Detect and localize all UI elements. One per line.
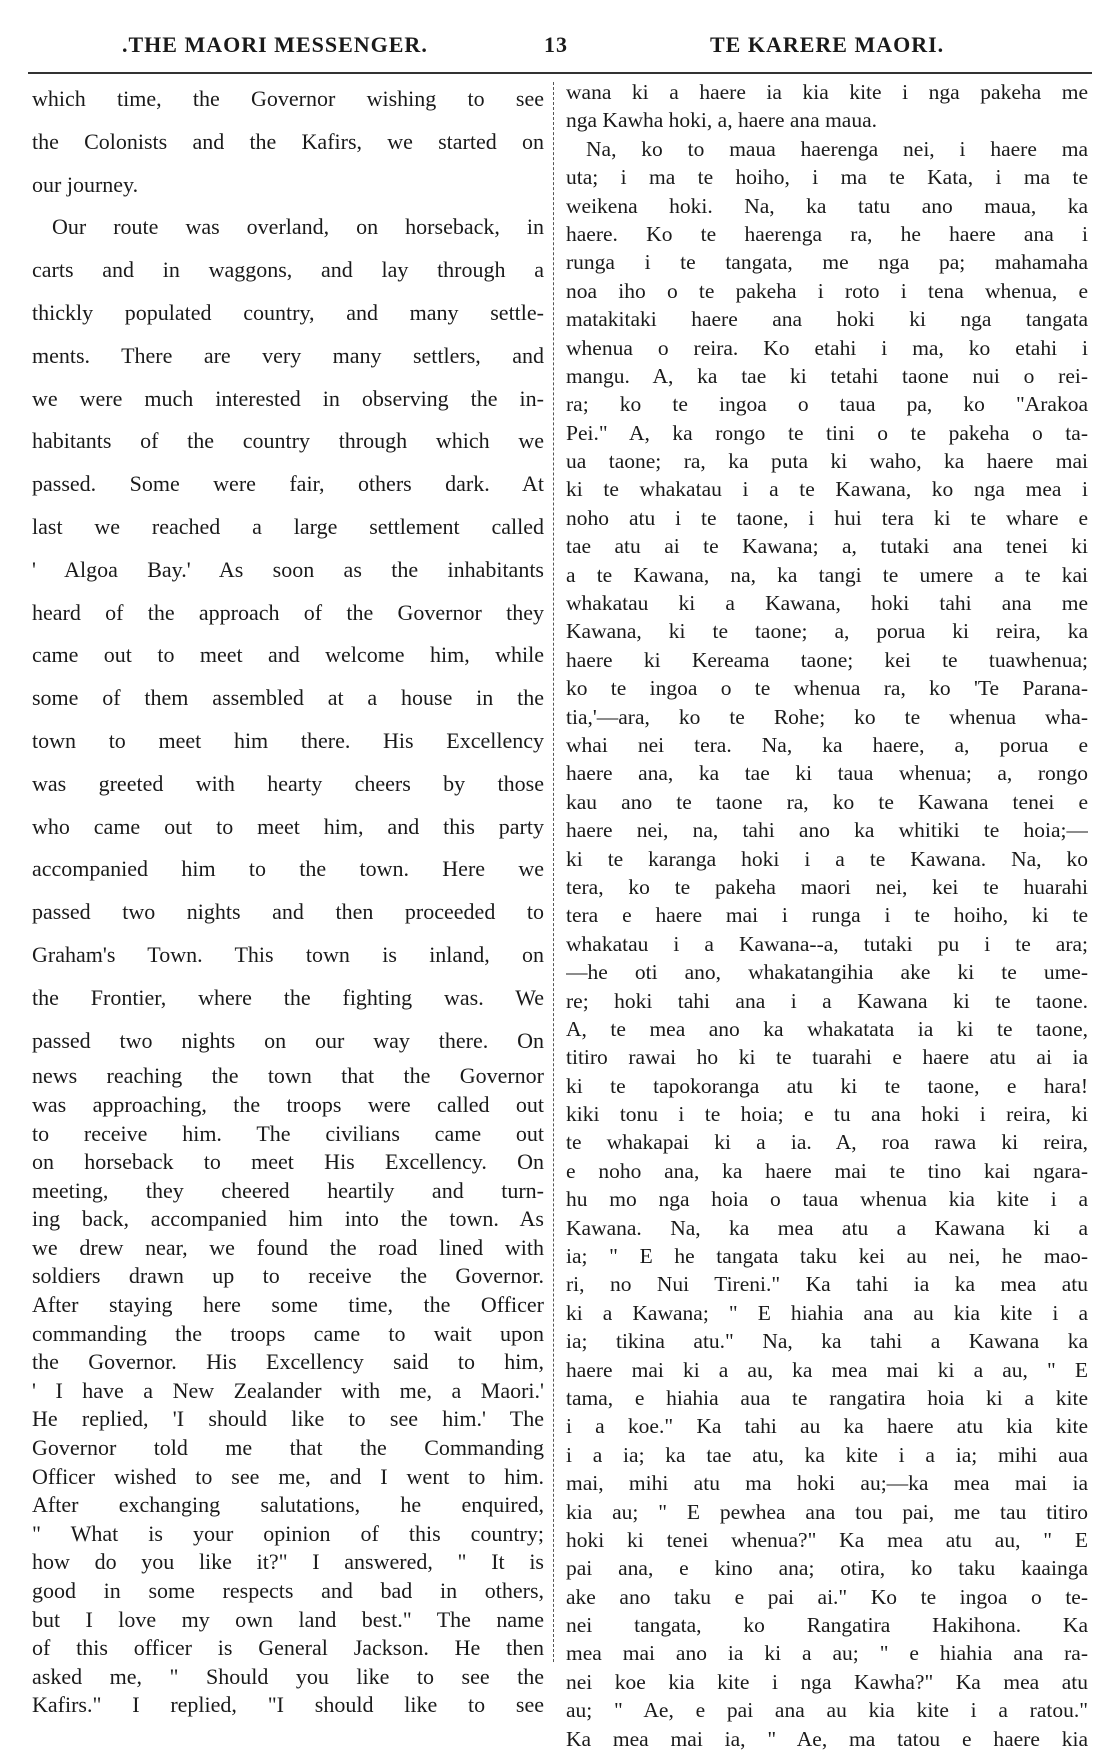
text-line: e noho ana, ka haere mai te tino kai ngara- bbox=[566, 1158, 1088, 1183]
text-line: Ka mea mai ia, " Ae, ma tatou e haere kia bbox=[566, 1726, 1088, 1751]
text-line: pai ana, e kino ana; otira, ko taku kaainga bbox=[566, 1556, 1088, 1581]
text-line: ra; ko te ingoa o taua pa, ko "Arakoa bbox=[566, 392, 1088, 417]
text-line: re; hoki tahi ana i a Kawana ki te taone. bbox=[566, 988, 1088, 1013]
page-number: 13 bbox=[544, 32, 568, 57]
text-line: ua taone; ra, ka puta ki waho, ka haere mai bbox=[566, 449, 1088, 474]
text-line: news reaching the town that the Governor bbox=[32, 1063, 544, 1089]
text-line: ia; tikina atu." Na, ka tahi a Kawana ka bbox=[566, 1329, 1088, 1354]
text-line: ake ano taku e pai ai." Ko te ingoa o te- bbox=[566, 1584, 1088, 1609]
text-line: accompanied him to the town. Here we bbox=[32, 856, 544, 882]
text-line: some of them assembled at a house in the bbox=[32, 685, 544, 711]
text-line: hoki ki tenei whenua?" Ka mea atu au, " E bbox=[566, 1527, 1088, 1552]
text-line: thickly populated country, and many settle- bbox=[32, 299, 544, 325]
text-line: haere ana, ka tae ki taua whenua; a, rongo bbox=[566, 761, 1088, 786]
text-line: uta; i ma te hoiho, i ma te Kata, i ma te bbox=[566, 165, 1088, 190]
text-line: ments. There are very many settlers, and bbox=[32, 342, 544, 368]
text-line: nei koe kia kite i nga Kawha?" Ka mea atu bbox=[566, 1669, 1088, 1694]
text-line: A, te mea ano ka whakatata ia ki te taone, bbox=[566, 1016, 1088, 1041]
text-line: haere mai ki a au, ka mea mai ki a au, " E bbox=[566, 1357, 1088, 1382]
text-line: noa iho o te pakeha i roto i tena whenua, e bbox=[566, 278, 1088, 303]
text-line: the Governor. His Excellency said to him, bbox=[32, 1349, 544, 1375]
english-column bbox=[32, 78, 544, 1720]
text-line: meeting, they cheered heartily and turn- bbox=[32, 1177, 544, 1203]
text-line: wana ki a haere ia kia kite i nga pakeha me bbox=[566, 80, 1088, 104]
text-line: good in some respects and bad in others, bbox=[32, 1578, 544, 1604]
text-line: last we reached a large settlement called bbox=[32, 513, 544, 539]
page-header bbox=[0, 32, 1114, 72]
text-line: passed two nights and then proceeded to bbox=[32, 899, 544, 925]
text-line: carts and in waggons, and lay through a bbox=[32, 257, 544, 283]
text-line: ing back, accompanied him into the town. As bbox=[32, 1206, 544, 1232]
text-line: noho atu i te taone, i hui tera ki te whare e bbox=[566, 505, 1088, 530]
text-line: i a koe." Ka tahi au ka haere atu kia kite bbox=[566, 1414, 1088, 1439]
text-line: nga Kawha hoki, a, haere ana maua. bbox=[566, 108, 878, 133]
text-line: " What is your opinion of this country; bbox=[32, 1520, 544, 1546]
text-line: Kawana, ki te taone; a, porua ki reira, ka bbox=[566, 619, 1088, 644]
text-line: ki a Kawana; " E hiahia ana au kia kite i a bbox=[566, 1300, 1088, 1325]
text-line: came out to meet and welcome him, while bbox=[32, 642, 544, 668]
text-line: te whakapai ki a ia. A, roa rawa ki reira, bbox=[566, 1130, 1088, 1155]
text-line: our journey. bbox=[32, 171, 139, 197]
text-line: kia au; " E pewhea ana tou pai, me tau titiro bbox=[566, 1499, 1088, 1524]
text-line: Officer wished to see me, and I went to him. bbox=[32, 1463, 544, 1489]
text-line: ki te karanga hoki i a te Kawana. Na, ko bbox=[566, 846, 1088, 871]
text-line: He replied, 'I should like to see him.' The bbox=[32, 1406, 544, 1432]
text-line: i a ia; ka tae atu, ka kite i a ia; mihi aua bbox=[566, 1442, 1088, 1467]
text-line: we drew near, we found the road lined with bbox=[32, 1234, 544, 1260]
text-line: nei tangata, ko Rangatira Hakihona. Ka bbox=[566, 1613, 1088, 1638]
text-line: Pei." A, ka rongo te tini o te pakeha o ta- bbox=[566, 420, 1088, 445]
text-line: whakatau ki a Kawana, hoki tahi ana me bbox=[566, 591, 1088, 616]
text-line: ko te ingoa o te whenua ra, ko 'Te Parana- bbox=[566, 676, 1088, 701]
header-rule bbox=[28, 72, 1092, 74]
text-line: how do you like it?" I answered, " It is bbox=[32, 1549, 544, 1575]
text-line: which time, the Governor wishing to see bbox=[32, 86, 544, 111]
text-line: whakatau i a Kawana--a, tutaki pu i te ara; bbox=[566, 931, 1088, 956]
text-line: passed. Some were fair, others dark. At bbox=[32, 471, 544, 497]
text-line: After staying here some time, the Officer bbox=[32, 1292, 544, 1318]
text-line: was greeted with hearty cheers by those bbox=[32, 770, 544, 796]
text-line: —he oti ano, whakatangihia ake ki te ume- bbox=[566, 960, 1088, 985]
column-divider bbox=[553, 82, 554, 1662]
text-line: commanding the troops came to wait upon bbox=[32, 1320, 544, 1346]
text-line: was approaching, the troops were called out bbox=[32, 1091, 544, 1117]
text-line: kiki tonu i te hoia; e tu ana hoki i reira, ki bbox=[566, 1102, 1088, 1127]
text-line: tama, e hiahia aua te rangatira hoia ki a kite bbox=[566, 1385, 1088, 1410]
text-line: a te Kawana, na, ka tangi te umere a te kai bbox=[566, 562, 1088, 587]
text-line: matakitaki haere ana hoki ki nga tangata bbox=[566, 307, 1088, 332]
text-line: Our route was overland, on horseback, in bbox=[52, 214, 544, 240]
text-line: soldiers drawn up to receive the Governor. bbox=[32, 1263, 544, 1289]
text-line: we were much interested in observing the in- bbox=[32, 385, 544, 411]
text-line: to receive him. The civilians came out bbox=[32, 1120, 544, 1146]
text-line: but I love my own land best." The name bbox=[32, 1606, 544, 1632]
text-line: weikena hoki. Na, ka tatu ano maua, ka bbox=[566, 193, 1088, 218]
text-line: who came out to meet him, and this party bbox=[32, 813, 544, 839]
maori-column bbox=[566, 78, 1088, 1753]
text-line: kau ano te taone ra, ko te Kawana tenei e bbox=[566, 789, 1088, 814]
text-line: of this officer is General Jackson. He then bbox=[32, 1635, 544, 1661]
text-line: town to meet him there. His Excellency bbox=[32, 727, 544, 753]
text-line: ki te whakatau i a te Kawana, ko nga mea i bbox=[566, 477, 1088, 502]
text-line: haere nei, na, tahi ano ka whitiki te hoia;— bbox=[566, 818, 1088, 843]
text-line: Kawana. Na, ka mea atu a Kawana ki a bbox=[566, 1215, 1088, 1240]
text-line: on horseback to meet His Excellency. On bbox=[32, 1149, 544, 1175]
english-masthead: .THE MAORI MESSENGER. bbox=[122, 32, 428, 57]
text-line: titiro rawai ho ki te tuarahi e haere atu ai ia bbox=[566, 1045, 1088, 1070]
text-line: tia,'—ara, ko te Rohe; ko te whenua wha- bbox=[566, 704, 1088, 729]
text-line: hu mo nga hoia o taua whenua kia kite i a bbox=[566, 1187, 1088, 1212]
text-line: ki te tapokoranga atu ki te taone, e hara! bbox=[566, 1073, 1088, 1098]
text-line: passed two nights on our way there. On bbox=[32, 1027, 544, 1053]
text-line: ' I have a New Zealander with me, a Maori.' bbox=[32, 1377, 544, 1403]
text-line: mea mai ano ia ki a au; " e hiahia ana ra- bbox=[566, 1641, 1088, 1666]
text-line: mangu. A, ka tae ki tetahi taone nui o rei- bbox=[566, 363, 1088, 388]
text-line: heard of the approach of the Governor they bbox=[32, 599, 544, 625]
text-line: Governor told me that the Commanding bbox=[32, 1435, 544, 1461]
text-line: asked me, " Should you like to see the bbox=[32, 1663, 544, 1689]
text-line: mai, mihi atu ma hoki au;—ka mea mai ia bbox=[566, 1471, 1088, 1496]
text-line: tera, ko te pakeha maori nei, kei te huarahi bbox=[566, 874, 1088, 899]
text-line: After exchanging salutations, he enquired, bbox=[32, 1492, 544, 1518]
text-line: haere ki Kereama taone; kei te tuawhenua; bbox=[566, 647, 1088, 672]
text-line: tera e haere mai i runga i te hoiho, ki te bbox=[566, 903, 1088, 928]
text-line: haere. Ko te haerenga ra, he haere ana i bbox=[566, 221, 1088, 246]
text-line: ' Algoa Bay.' As soon as the inhabitants bbox=[32, 556, 544, 582]
text-line: tae atu ai te Kawana; a, tutaki ana tenei ki bbox=[566, 534, 1088, 559]
text-line: runga i te tangata, me nga pa; mahamaha bbox=[566, 250, 1088, 275]
text-line: whai nei tera. Na, ka haere, a, porua e bbox=[566, 732, 1088, 757]
text-line: the Frontier, where the fighting was. We bbox=[32, 984, 544, 1010]
text-line: au; " Ae, e pai ana au kia kite i a ratou." bbox=[566, 1698, 1088, 1723]
text-line: Na, ko to maua haerenga nei, i haere ma bbox=[586, 136, 1088, 161]
text-line: habitants of the country through which we bbox=[32, 428, 544, 454]
text-line: the Colonists and the Kafirs, we started on bbox=[32, 128, 544, 154]
text-line: ri, no Nui Tireni." Ka tahi ia ka mea atu bbox=[566, 1272, 1088, 1297]
text-line: Kafirs." I replied, "I should like to see bbox=[32, 1692, 544, 1718]
text-line: Graham's Town. This town is inland, on bbox=[32, 941, 544, 967]
maori-masthead: TE KARERE MAORI. bbox=[710, 32, 945, 57]
text-line: ia; " E he tangata taku kei au nei, he mao- bbox=[566, 1244, 1088, 1269]
text-line: whenua o reira. Ko etahi i ma, ko etahi i bbox=[566, 335, 1088, 360]
